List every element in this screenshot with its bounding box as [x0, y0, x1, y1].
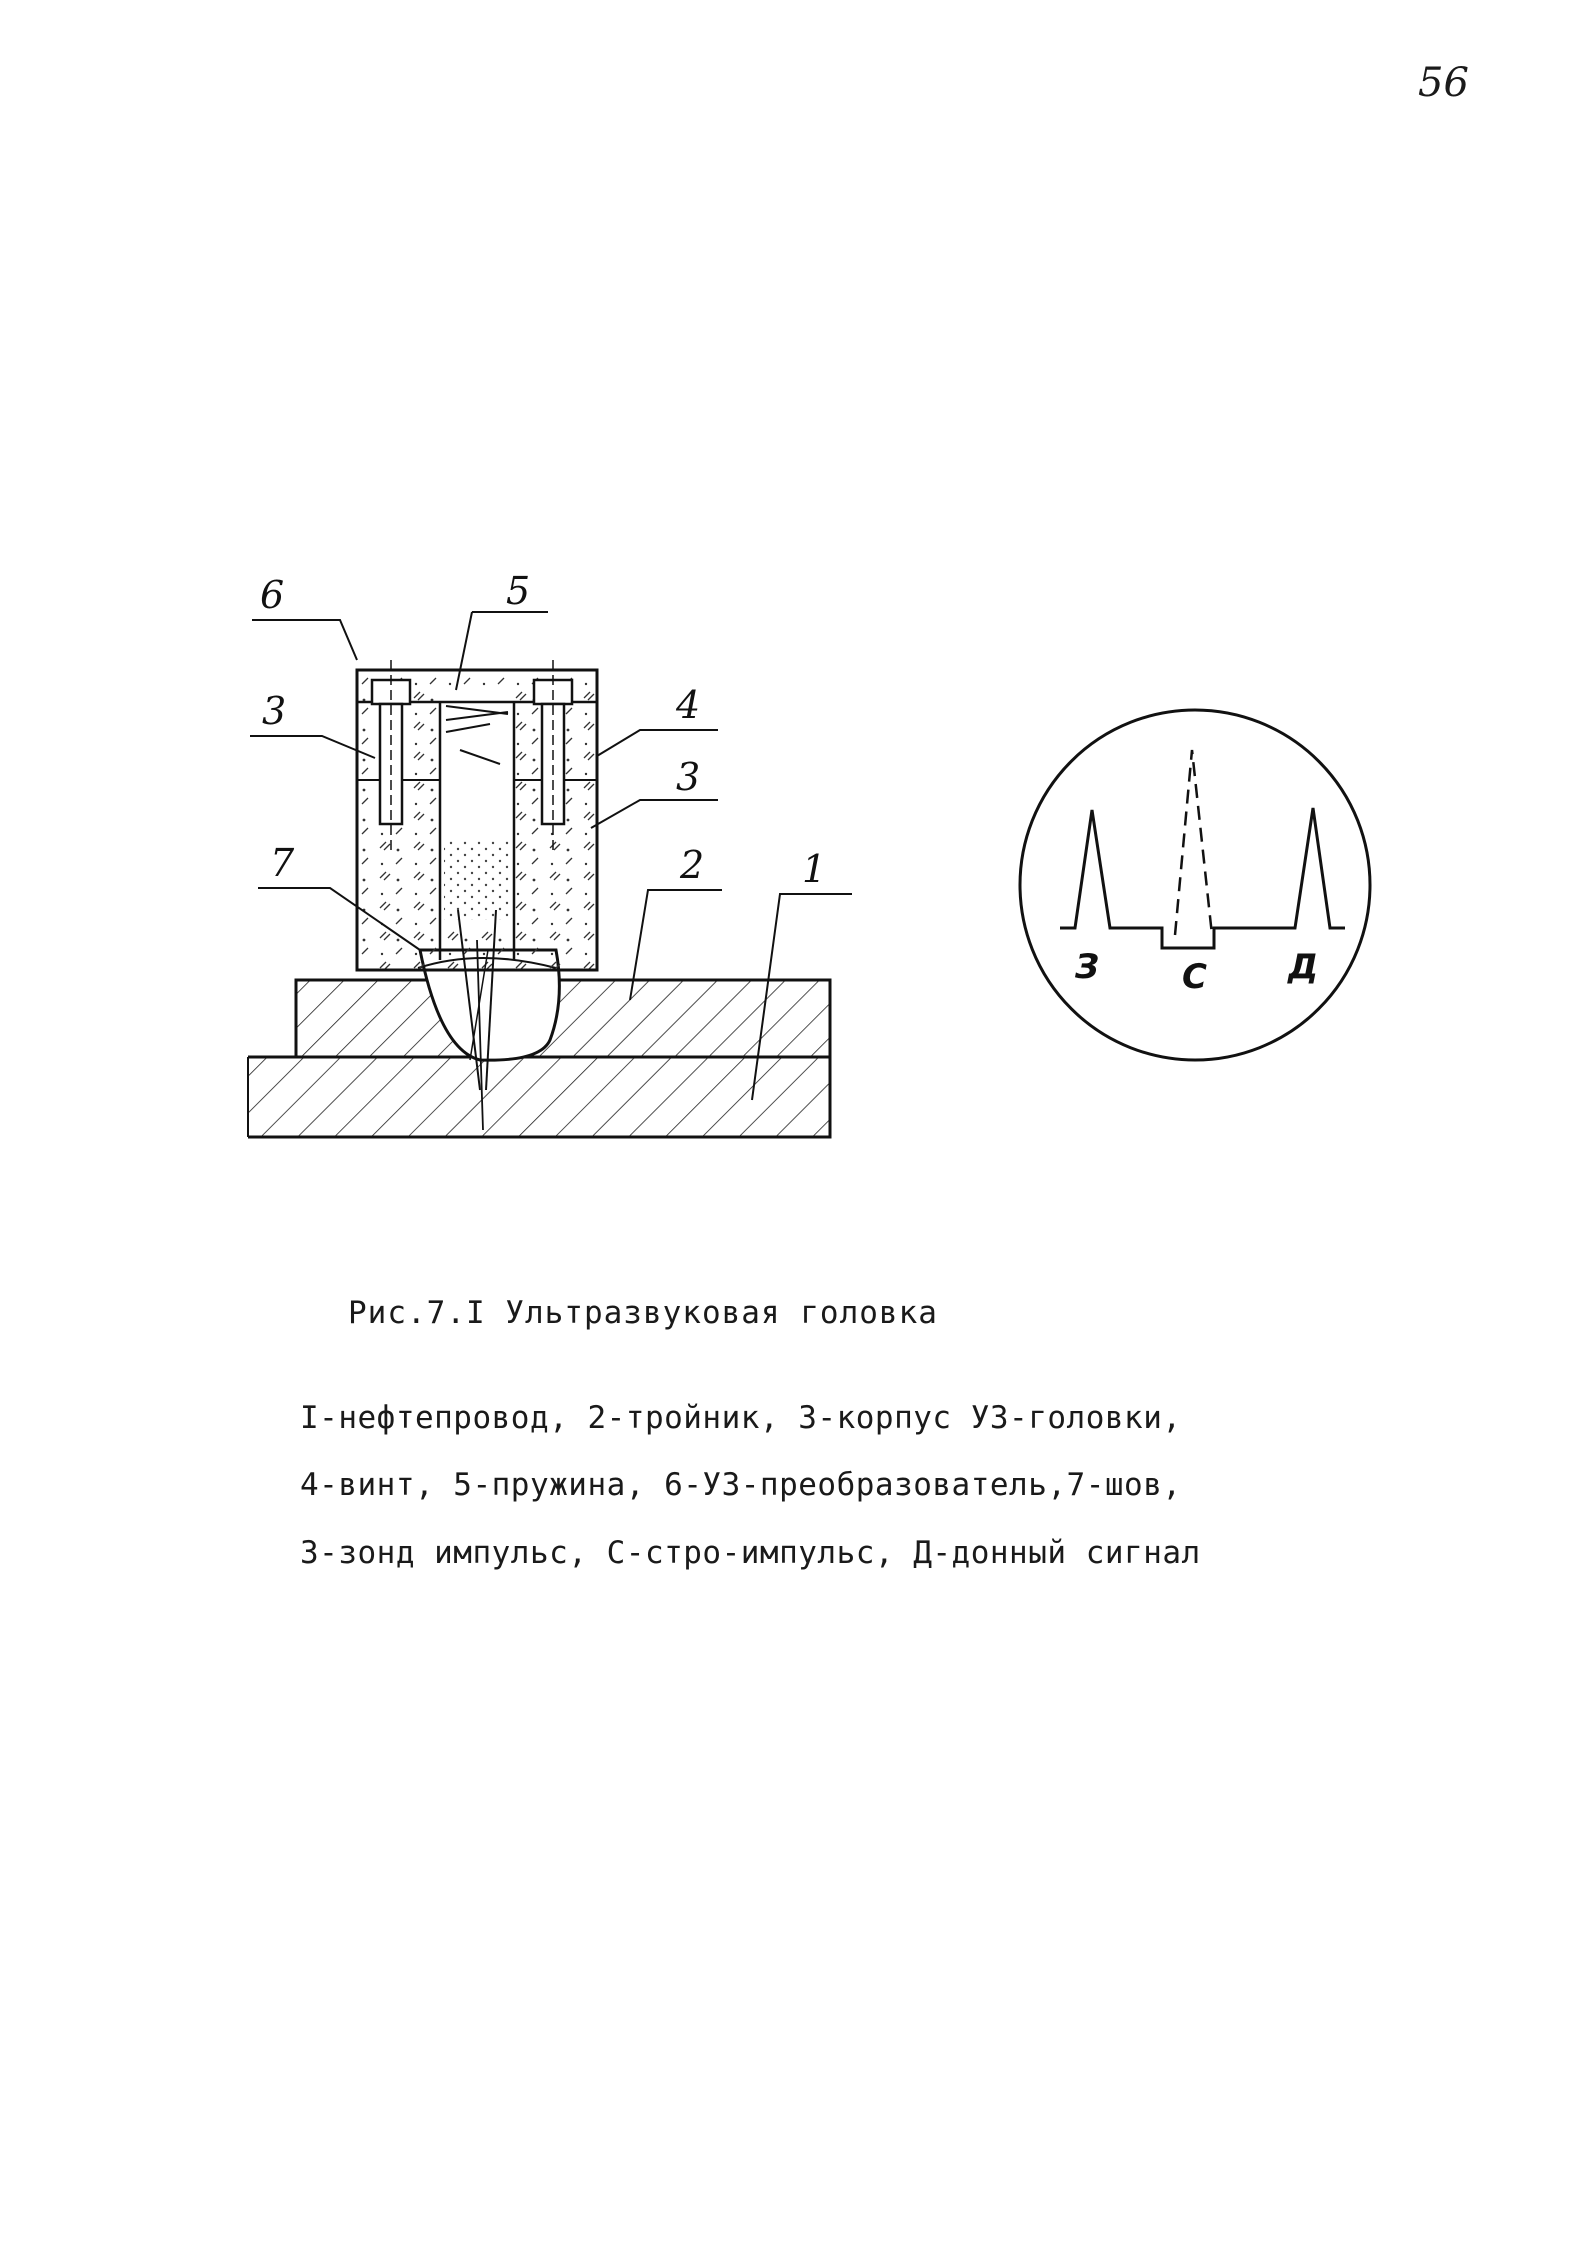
callout-4: 4 [676, 683, 701, 727]
oscilloscope-screen [1020, 710, 1370, 1060]
strobe-pulse-label: С [1182, 957, 1207, 997]
callout-6: 6 [260, 573, 285, 617]
caption-legend-line-2: 4-винт, 5-пружина, 6-УЗ-преобразователь,7-шов, [300, 1467, 1182, 1503]
callout-3-left: 3 [262, 689, 287, 733]
callout-5: 5 [506, 569, 531, 613]
figure-caption-title: Рис.7.I Ультразвуковая головка [348, 1295, 938, 1331]
callout-3-right: 3 [676, 755, 701, 799]
caption-legend-line-1: I-нефтепровод, 2-тройник, 3-корпус УЗ-головки, [300, 1400, 1182, 1436]
bottom-signal-label: Д [1288, 947, 1319, 987]
callout-7: 7 [270, 841, 295, 885]
callout-2: 2 [680, 843, 705, 887]
callout-1: 1 [802, 847, 827, 891]
probe-pulse-label: З [1075, 947, 1100, 987]
tee-fitting [296, 980, 830, 1057]
page-number: 56 [1418, 60, 1469, 106]
caption-legend-line-3: З-зонд импульс, С-стро-импульс, Д-донный сигнал [300, 1535, 1201, 1571]
pipe-wall [248, 1057, 830, 1137]
